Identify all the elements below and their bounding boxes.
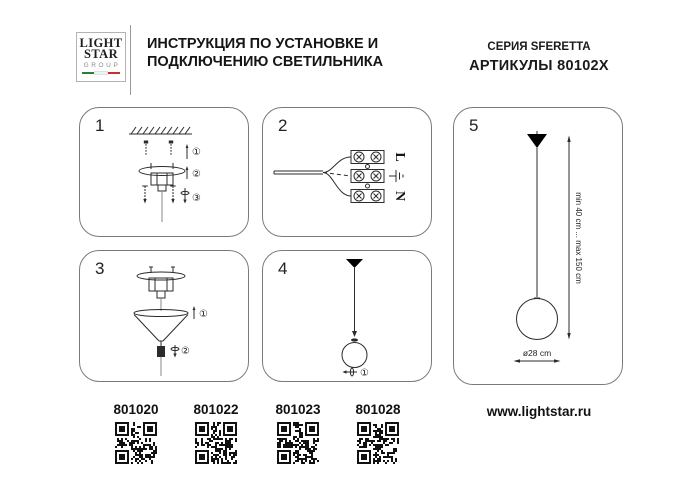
screwdriver-turn-icon	[181, 188, 189, 204]
height-dimension-line	[567, 136, 570, 340]
panel-dimensions	[453, 107, 623, 385]
step-marker-1: ①	[360, 368, 369, 379]
step-2-number: 2	[278, 116, 288, 135]
qr-code-icon	[277, 422, 319, 464]
step-marker-3: ③	[192, 193, 201, 204]
arrow-up-icon	[186, 166, 189, 179]
diameter-label: ø28 cm	[522, 348, 552, 358]
article-number: 801020	[113, 402, 159, 417]
screwdriver-turn-icon	[171, 345, 179, 358]
panel-step-4	[262, 250, 432, 382]
mounted-bracket	[137, 267, 185, 311]
wall-plug-right	[169, 141, 173, 157]
step-4-number: 4	[278, 259, 288, 278]
step-marker-2: ②	[181, 346, 190, 357]
cone-canopy-small	[346, 259, 363, 268]
qr-code-icon	[195, 422, 237, 464]
panel-step-3	[79, 250, 249, 382]
qr-code-icon	[357, 422, 399, 464]
article-column	[176, 402, 256, 464]
article-column	[338, 402, 418, 464]
suspension-wire	[351, 268, 358, 342]
step-3-number: 3	[95, 259, 105, 278]
height-range-label: min 40 cm ... max 150 cm	[574, 192, 583, 284]
logo-word-light: LIGHT	[79, 36, 123, 50]
italian-flag-icon	[77, 72, 125, 74]
lightstar-logo	[76, 32, 126, 82]
cord-grip	[157, 341, 165, 376]
series-info	[453, 41, 625, 74]
article-number: 801023	[275, 402, 321, 417]
ground-symbol-icon	[389, 170, 403, 182]
step-5-number: 5	[469, 116, 479, 135]
logo-word-star: STAR	[83, 47, 119, 61]
article-number: 801028	[355, 402, 401, 417]
page-title-line2: ПОДКЛЮЧЕНИЮ СВЕТИЛЬНИКА	[147, 53, 384, 70]
live-wire-label: L	[392, 152, 407, 162]
cone-canopy	[134, 310, 188, 342]
series-name: СЕРИЯ SFERETTA	[487, 41, 591, 53]
step-3-diagram	[80, 251, 248, 381]
screw-left	[142, 186, 148, 204]
header-divider	[130, 25, 131, 95]
arrow-up-icon	[186, 144, 189, 159]
diameter-dimension-line	[514, 359, 561, 362]
panel-step-1	[79, 107, 249, 237]
arrow-up-icon	[193, 306, 196, 319]
glass-sphere	[342, 343, 367, 368]
power-cable	[274, 157, 351, 196]
page-title	[147, 36, 383, 71]
articles-label: АРТИКУЛЫ 80102X	[469, 58, 609, 74]
screw-right	[170, 186, 176, 204]
step-2-diagram	[263, 108, 431, 236]
step-marker-1: ①	[199, 309, 208, 320]
website-url: www.lightstar.ru	[486, 404, 592, 419]
step-1-diagram	[80, 108, 248, 236]
article-number: 801022	[193, 402, 239, 417]
step-4-diagram	[263, 251, 431, 381]
terminal-block	[351, 151, 384, 203]
article-column	[258, 402, 338, 464]
article-column	[96, 402, 176, 464]
page-title-line1: ИНСТРУКЦИЯ ПО УСТАНОВКЕ И	[147, 36, 379, 52]
panel-step-2	[262, 107, 432, 237]
dimensions-diagram	[454, 108, 622, 384]
qr-code-icon	[115, 422, 157, 464]
step-marker-1: ①	[192, 147, 201, 158]
step-1-number: 1	[95, 116, 105, 135]
ceiling-hatch	[129, 127, 192, 134]
step-marker-2: ②	[192, 169, 201, 180]
pendant-lamp	[517, 131, 558, 340]
screwdriver-turn-icon	[343, 368, 358, 376]
logo-word-group: GROUP	[83, 62, 121, 69]
wall-plug-left	[144, 141, 148, 157]
neutral-wire-label: N	[392, 190, 407, 202]
ceiling-plate	[139, 163, 185, 222]
